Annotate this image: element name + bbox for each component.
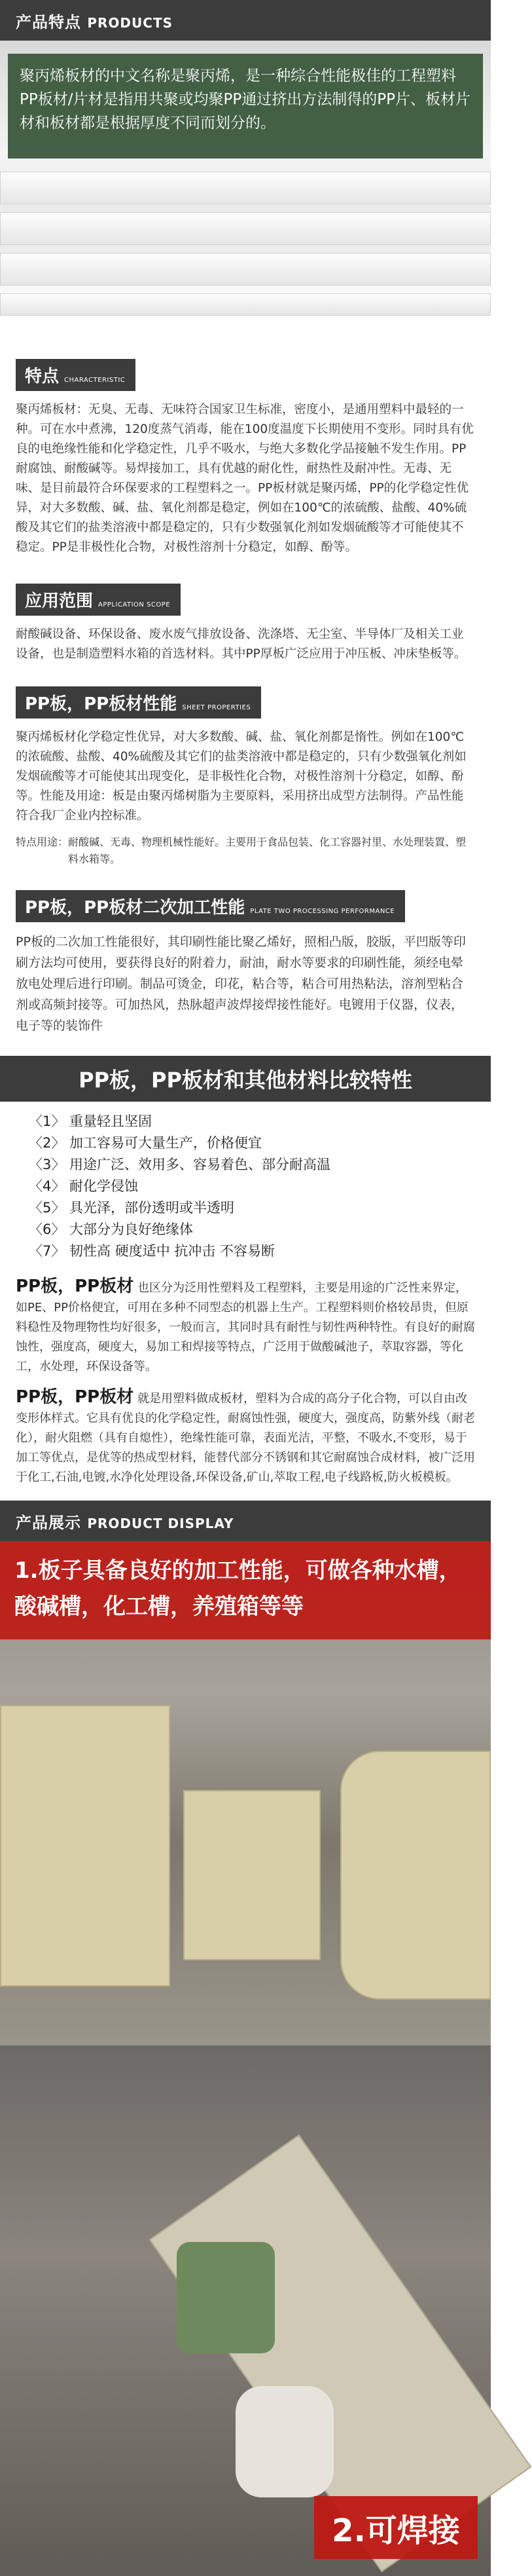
hero-image [0, 41, 491, 316]
section-header-zh: 产品展示 [16, 1513, 81, 1532]
list-item: 〈3〉 用途广泛、效用多、容易着色、部分耐高温 [29, 1157, 331, 1172]
section-header-en: PRODUCT DISPLAY [87, 1515, 234, 1531]
application-text: 耐酸碱设备、环保设备、废水废气排放设备、洗涤塔、无尘室、半导体厂及相关工业设备，也是制造塑料水箱的首选材料。其中PP厚板广泛应用于冲压板、冲床垫板等。 [16, 627, 467, 661]
uses-text: 耐酸碱、无毒、物理机械性能好。主要用于食品包装、化工容器衬里、水处理装置、塑料水箱等。 [68, 836, 467, 865]
comparison-title: PP板，PP板材和其他材料比较特性 [79, 1068, 412, 1092]
processing-text: PP板的二次加工性能很好，其印刷性能比聚乙烯好，照相凸版，胶版，平凹版等印刷方法均可使用，要获得良好的附着力，耐油，耐水等要求的印刷性能，须经电晕放电处理后进行印刷。制品可烫金，印花，粘合等，粘合可用热粘法，溶剂型粘合剂或高频封接等。可加热风，热脉超声波焊接焊接性能好。电镀用于仪器，仪表，电子等的装饰件 [16, 935, 466, 1033]
comparison-list [0, 1102, 491, 1262]
pp-tank [183, 1790, 321, 1960]
glove [236, 2386, 334, 2497]
section-header-features [0, 0, 491, 41]
caption-2: 2.可焊接 [332, 2512, 460, 2549]
uses-label: 特点用途： [16, 836, 69, 848]
pp-sheet [0, 172, 491, 204]
pp-sheet [0, 293, 491, 316]
comparison-paragraph-2 [0, 1387, 491, 1487]
list-item: 〈2〉 加工容易可大量生产，价格便宜 [29, 1135, 262, 1151]
pp-sheet [0, 253, 491, 286]
caption-1: 1.板子具备良好的加工性能，可做各种水槽，酸碱槽，化工槽，养殖箱等等 [14, 1558, 461, 1620]
pp-tank [340, 1751, 491, 2000]
tag-properties: PP板，PP板材性能 SHEET PROPERTIES [16, 686, 261, 719]
properties-text: 聚丙烯板材化学稳定性优异，对大多数酸、碱、盐、氧化剂都是惰性。例如在100℃的浓硫酸、盐酸、40%硫酸及其它们的盐类溶液中都是稳定的，只有少数强氧化剂如发烟硫酸等才可能使其出现变化，是非极性化合物，对极性溶剂十分稳定，如醇、酚等。性能及用途：板是由聚丙烯树脂为主要原料，采用挤出成型方法制得。产品性能符合我厂企业内控标准。 [16, 730, 467, 823]
section-characteristic [0, 359, 491, 557]
list-item: 〈4〉 耐化学侵蚀 [29, 1178, 139, 1194]
list-item: 〈7〉 韧性高 硬度适中 抗冲击 不容易断 [29, 1243, 275, 1259]
list-item: 〈1〉 重量轻且坚固 [29, 1113, 152, 1129]
section-header-zh: 产品特点 [16, 12, 81, 31]
characteristic-text: 聚丙烯板材：无臭、无毒、无味符合国家卫生标准，密度小，是通用塑料中最轻的一种。可在水中煮沸，120度蒸气消毒，能在100度温度下长期使用不变形。同时具有优良的电绝缘性能和化学稳定性，几乎不吸水，与绝大多数化学品接触不发生作用。PP耐腐蚀、耐酸碱等。易焊接加工，具有优越的耐化性，耐热性及耐冲性。无毒、无味、是目前最符合环保要求的工程塑料之一。PP板材就是聚丙烯，PP的化学稳定性优异，对大多数酸、碱、盐、氧化剂都是稳定，例如在100℃的浓硫酸、盐酸、40%硫酸及其它们的盐类溶液中都是稳定的，只有少数强氧化剂如发烟硫酸等才可能使其不稳定。PP是非极性化合物，对极性溶剂十分稳定，如醇、酚等。 [16, 403, 474, 554]
pp-sheet [0, 212, 491, 245]
section-properties [0, 686, 491, 868]
comparison-paragraph-1 [0, 1277, 491, 1377]
paragraph-lead: PP板，PP板材 [16, 1387, 134, 1407]
properties-uses [16, 834, 475, 868]
section-application [0, 584, 491, 664]
section-header-display [0, 1501, 491, 1541]
product-photo-welding [0, 2045, 491, 2576]
section-processing [0, 890, 491, 1036]
comparison-banner [0, 1056, 491, 1102]
tag-characteristic: 特点 CHARACTERISTIC [16, 359, 135, 391]
section-header-en: PRODUCTS [87, 14, 173, 31]
hero-intro-box [8, 54, 483, 159]
paragraph-lead: PP板，PP板材 [16, 1277, 134, 1296]
hero-intro-text: 聚丙烯板材的中文名称是聚丙烯，是一种综合性能极佳的工程塑料PP板材/片材是指用共聚或均聚PP通过挤出方法制得的PP片、板材片材和板材都是根据厚度不同而划分的。 [20, 67, 470, 132]
product-photo-tanks [0, 1541, 491, 2045]
caption-banner-2 [314, 2496, 478, 2559]
caption-banner-1 [0, 1541, 491, 1639]
paragraph-text: 也区分为泛用性塑料及工程塑料，主要是用途的广泛性来界定，如PE、PP价格便宜，可用在多种不同型态的机器上生产。工程塑料则价格较昂贵，但原料稳性及物理物性均好很多，一般而言，其同时具有耐性与韧性两种特性。有良好的耐腐蚀性，强度高，硬度大，易加工和焊接等特点，广泛用于做酸碱池子，萃取容器，等化工，水处理，环保设备等。 [16, 1281, 475, 1373]
list-item: 〈6〉 大部分为良好绝缘体 [29, 1222, 194, 1237]
welding-gun [177, 2242, 275, 2353]
paragraph-text: 就是用塑料做成板材，塑料为合成的高分子化合物，可以自由改变形体样式。它具有优良的化学稳定性，耐腐蚀性强，硬度大，强度高，防紫外线（耐老化），耐火阻燃（具有自熄性），绝缘性能可靠，表面光洁，平整，不吸水,不变形，易于加工等优点，是优等的热成型材料，能替代部分不锈钢和其它耐腐蚀合成材料，被广泛用于化工,石油,电镀,水净化处理设备,环保设备,矿山,萃取工程,电子线路板,防火板模板。 [16, 1392, 475, 1484]
tag-application: 应用范围 APPLICATION SCOPE [16, 584, 181, 616]
tag-processing: PP板，PP板材二次加工性能 PLATE TWO PROCESSING PERFORMANCE [16, 890, 405, 922]
pp-tank [0, 1705, 170, 1987]
list-item: 〈5〉 具光泽，部份透明或半透明 [29, 1200, 235, 1216]
